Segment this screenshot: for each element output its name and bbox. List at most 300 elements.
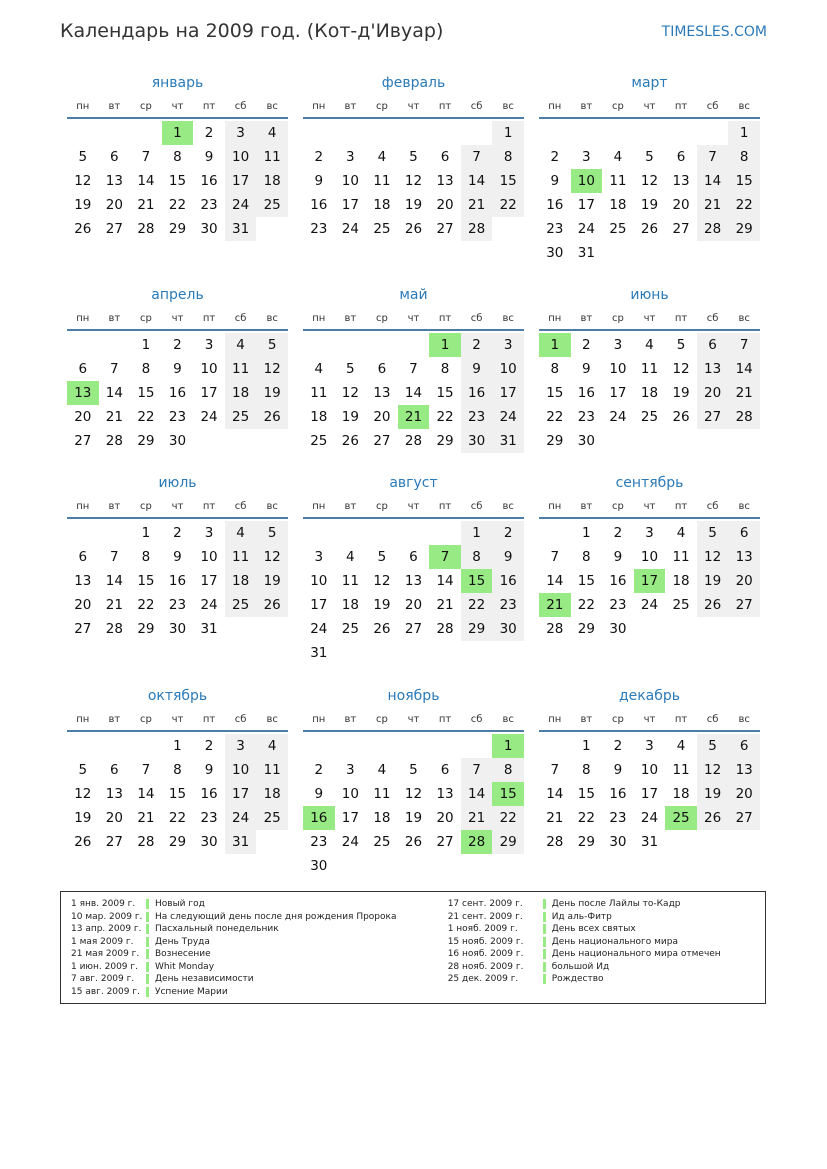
day-cell: 17 (225, 782, 257, 806)
day-cell: 27 (404, 621, 423, 637)
day-cell: 22 (436, 409, 454, 425)
day-cell: 25 (225, 405, 257, 429)
day-grid (303, 121, 524, 241)
day-cell: 27 (74, 433, 92, 449)
holiday-row (448, 923, 755, 936)
weekday-label: пн (548, 501, 562, 512)
holiday-row (448, 948, 755, 961)
day-cell: 25 (609, 221, 627, 237)
day-cell: 19 (373, 597, 391, 613)
day-cell-holiday: 28 (461, 830, 493, 854)
weekday-label: сб (706, 101, 719, 112)
day-cell: 30 (546, 245, 564, 261)
weekday-label: пт (202, 101, 216, 112)
day-cell: 20 (728, 569, 760, 593)
holiday-legend-left (71, 898, 448, 997)
day-cell: 1 (582, 738, 591, 754)
weekday-label: вт (108, 501, 121, 512)
holiday-row (448, 898, 755, 911)
day-cell: 6 (697, 333, 729, 357)
weekday-label: вт (580, 101, 593, 112)
day-cell: 24 (200, 597, 218, 613)
day-cell: 23 (461, 405, 493, 429)
day-empty (303, 734, 335, 758)
day-cell: 31 (225, 830, 257, 854)
day-cell: 11 (373, 173, 391, 189)
weekday-label: вс (738, 313, 750, 324)
day-cell: 12 (74, 786, 92, 802)
day-empty (303, 521, 335, 545)
day-empty (99, 121, 131, 145)
day-cell: 11 (341, 573, 359, 589)
day-cell: 4 (377, 762, 387, 778)
day-cell: 26 (341, 433, 359, 449)
weekday-label: сб (234, 313, 247, 324)
weekday-label: пн (76, 101, 90, 112)
day-cell: 26 (404, 834, 423, 850)
holiday-name: День после Лайлы то-Кадр (551, 899, 681, 909)
day-cell: 1 (582, 525, 591, 541)
day-cell: 25 (310, 433, 328, 449)
day-cell: 23 (609, 810, 627, 826)
day-cell: 22 (461, 593, 493, 617)
day-cell: 18 (310, 409, 328, 425)
weekday-label: вт (344, 101, 357, 112)
holiday-date: 17 сент. 2009 г. (447, 899, 523, 909)
weekday-header (539, 309, 760, 331)
day-cell: 10 (492, 357, 524, 381)
day-cell: 26 (697, 806, 729, 830)
day-grid (539, 333, 760, 453)
day-cell: 14 (546, 786, 564, 802)
day-cell: 6 (440, 762, 450, 778)
day-cell: 5 (697, 521, 729, 545)
day-cell: 5 (346, 361, 355, 377)
day-cell: 16 (577, 385, 595, 401)
day-cell: 7 (550, 762, 560, 778)
day-cell: 11 (672, 762, 690, 778)
weekday-label: пт (202, 714, 216, 725)
day-cell: 17 (492, 381, 524, 405)
day-cell: 13 (105, 173, 123, 189)
weekday-label: вс (266, 313, 278, 324)
day-cell: 21 (105, 409, 123, 425)
day-empty (67, 333, 99, 357)
day-cell: 21 (105, 597, 123, 613)
day-cell: 3 (346, 762, 355, 778)
day-cell: 7 (141, 762, 151, 778)
day-cell: 3 (582, 149, 591, 165)
day-cell: 3 (225, 734, 257, 758)
day-cell: 10 (341, 786, 359, 802)
month-title: февраль (381, 75, 446, 91)
day-cell: 23 (200, 810, 218, 826)
weekday-label: сб (470, 313, 483, 324)
day-cell: 24 (225, 193, 257, 217)
weekday-label: чт (407, 501, 420, 512)
day-grid (67, 734, 288, 854)
day-cell-holiday: 13 (67, 381, 99, 405)
day-cell: 20 (436, 810, 454, 826)
day-cell: 18 (256, 169, 288, 193)
holiday-name: большой Ид (551, 961, 610, 972)
day-cell: 4 (225, 521, 257, 545)
day-cell: 7 (461, 145, 493, 169)
weekday-label: сб (470, 714, 483, 725)
day-cell: 20 (436, 197, 454, 213)
day-cell: 28 (546, 834, 564, 850)
weekday-label: вт (344, 313, 357, 324)
day-cell: 23 (200, 197, 218, 213)
day-cell: 10 (640, 762, 659, 778)
weekday-label: сб (470, 501, 483, 512)
day-grid (67, 121, 288, 241)
day-cell: 24 (225, 806, 257, 830)
day-cell: 29 (137, 621, 155, 637)
day-empty (366, 333, 398, 357)
day-cell-holiday: 15 (492, 782, 524, 806)
weekday-label: ср (611, 313, 624, 324)
day-cell: 9 (613, 762, 623, 778)
day-cell: 22 (137, 409, 155, 425)
weekday-label: пт (202, 501, 216, 512)
day-cell-holiday: 25 (665, 806, 697, 830)
day-cell: 3 (645, 738, 654, 754)
day-cell: 5 (676, 337, 686, 353)
day-cell: 8 (141, 549, 151, 565)
day-cell: 9 (204, 762, 214, 778)
day-cell: 2 (613, 525, 623, 541)
day-cell: 12 (640, 173, 659, 189)
weekday-header (303, 497, 524, 519)
day-cell: 9 (314, 173, 324, 189)
day-empty (539, 521, 571, 545)
day-cell: 16 (546, 197, 564, 213)
weekday-label: пн (548, 101, 562, 112)
day-cell: 13 (728, 545, 760, 569)
day-cell: 20 (105, 197, 123, 213)
weekday-label: чт (643, 501, 656, 512)
day-empty (398, 521, 430, 545)
day-cell: 5 (78, 762, 88, 778)
holiday-row (71, 911, 448, 924)
day-cell: 12 (697, 758, 729, 782)
day-cell: 17 (640, 786, 659, 802)
day-empty (429, 121, 461, 145)
day-cell: 15 (577, 786, 595, 802)
day-empty (602, 121, 634, 145)
day-cell: 24 (609, 409, 627, 425)
weekday-header (67, 97, 288, 119)
weekday-label: чт (643, 313, 656, 324)
day-cell: 18 (672, 573, 690, 589)
day-cell: 4 (346, 549, 355, 565)
day-cell: 23 (609, 597, 627, 613)
weekday-label: пт (438, 714, 452, 725)
day-cell: 25 (225, 593, 257, 617)
day-cell: 9 (204, 149, 214, 165)
day-cell-holiday: 1 (492, 734, 524, 758)
weekday-label: вс (266, 501, 278, 512)
day-cell: 19 (697, 782, 729, 806)
weekday-header (303, 97, 524, 119)
day-cell: 24 (341, 834, 359, 850)
day-cell: 10 (640, 549, 659, 565)
day-cell: 15 (577, 573, 595, 589)
weekday-label: сб (234, 714, 247, 725)
day-cell: 27 (105, 221, 123, 237)
day-cell: 2 (492, 521, 524, 545)
day-cell: 8 (492, 758, 524, 782)
holiday-date: 16 нояб. 2009 г. (447, 949, 524, 959)
weekday-label: пн (548, 313, 562, 324)
day-cell: 25 (256, 193, 288, 217)
day-cell: 5 (377, 549, 387, 565)
day-cell: 26 (74, 834, 92, 850)
day-cell: 13 (373, 385, 391, 401)
weekday-label: пт (202, 313, 216, 324)
day-cell: 2 (461, 333, 493, 357)
day-cell: 27 (105, 834, 123, 850)
weekday-label: вт (580, 501, 593, 512)
day-cell: 5 (256, 333, 288, 357)
day-cell: 22 (546, 409, 564, 425)
weekday-label: сб (234, 101, 247, 112)
day-cell: 17 (200, 573, 218, 589)
day-cell: 20 (105, 810, 123, 826)
day-cell: 20 (404, 597, 423, 613)
day-cell: 19 (404, 810, 423, 826)
day-cell: 30 (168, 621, 187, 637)
day-cell: 10 (225, 145, 257, 169)
weekday-header (303, 309, 524, 331)
holiday-name: День независимости (155, 974, 254, 984)
day-cell: 23 (168, 409, 187, 425)
day-cell: 17 (609, 385, 627, 401)
day-cell: 28 (546, 621, 564, 637)
day-cell: 6 (78, 549, 88, 565)
day-cell: 12 (697, 545, 729, 569)
day-cell: 5 (645, 149, 654, 165)
day-cell: 21 (697, 193, 729, 217)
day-cell: 31 (492, 429, 524, 453)
day-cell: 26 (256, 593, 288, 617)
day-cell-holiday: 7 (429, 545, 461, 569)
day-empty (461, 121, 493, 145)
day-cell: 21 (461, 193, 493, 217)
weekday-label: пт (674, 313, 688, 324)
day-empty (335, 521, 367, 545)
day-cell: 17 (310, 597, 328, 613)
day-cell: 12 (256, 357, 288, 381)
day-cell: 1 (728, 121, 760, 145)
day-cell: 6 (728, 521, 760, 545)
day-cell: 10 (225, 758, 257, 782)
day-cell: 7 (110, 549, 119, 565)
day-empty (335, 734, 367, 758)
day-cell: 9 (492, 545, 524, 569)
day-empty (303, 333, 335, 357)
day-empty (335, 121, 367, 145)
day-cell: 18 (256, 782, 288, 806)
day-cell: 25 (373, 221, 391, 237)
day-cell: 22 (728, 193, 760, 217)
weekday-label: чт (171, 313, 184, 324)
day-cell: 16 (609, 786, 627, 802)
day-cell: 18 (341, 597, 359, 613)
month-block (539, 474, 760, 687)
day-cell: 14 (728, 357, 760, 381)
day-cell: 2 (173, 525, 182, 541)
day-grid (303, 734, 524, 878)
weekday-label: вс (738, 101, 750, 112)
day-cell: 7 (550, 549, 560, 565)
day-cell: 29 (577, 834, 595, 850)
weekday-header (67, 497, 288, 519)
day-cell: 28 (105, 433, 123, 449)
day-empty (335, 333, 367, 357)
day-cell-holiday: 1 (162, 121, 194, 145)
weekday-label: чт (407, 101, 420, 112)
holiday-name: Новый год (155, 899, 205, 909)
holiday-row (71, 923, 448, 936)
month-title: январь (151, 75, 204, 91)
day-cell: 27 (728, 593, 760, 617)
holiday-marker (543, 974, 546, 984)
day-cell: 30 (168, 433, 187, 449)
day-cell: 19 (640, 197, 659, 213)
day-cell: 3 (204, 525, 214, 541)
day-cell: 8 (440, 361, 450, 377)
holiday-row (71, 986, 448, 999)
day-cell: 30 (609, 834, 627, 850)
day-cell: 15 (168, 173, 187, 189)
day-cell: 15 (436, 385, 454, 401)
day-cell: 22 (168, 197, 187, 213)
day-cell: 28 (105, 621, 123, 637)
day-cell: 11 (310, 385, 328, 401)
day-cell: 16 (168, 385, 187, 401)
month-block (539, 286, 760, 474)
day-cell: 7 (141, 149, 151, 165)
day-cell-holiday: 15 (461, 569, 493, 593)
holiday-row (448, 936, 755, 949)
holiday-marker (146, 924, 149, 934)
weekday-label: вт (108, 101, 121, 112)
holiday-name: День всех святых (551, 924, 636, 934)
day-cell: 27 (373, 433, 391, 449)
day-cell: 12 (404, 173, 423, 189)
holiday-date: 1 нояб. 2009 г. (447, 924, 518, 934)
holiday-marker (146, 949, 149, 959)
weekday-label: вт (108, 313, 121, 324)
day-cell: 3 (225, 121, 257, 145)
day-cell: 27 (436, 221, 454, 237)
month-block (303, 74, 524, 286)
day-cell: 6 (728, 734, 760, 758)
day-cell: 19 (256, 569, 288, 593)
site-link[interactable]: TIMESLES.COM (661, 24, 767, 40)
day-cell: 10 (200, 549, 218, 565)
day-cell: 24 (577, 221, 595, 237)
day-cell: 8 (461, 545, 493, 569)
weekday-header (539, 710, 760, 732)
day-cell: 17 (341, 810, 359, 826)
day-cell: 15 (546, 385, 564, 401)
day-cell: 28 (137, 834, 155, 850)
holiday-marker (543, 899, 546, 909)
weekday-label: ср (611, 501, 624, 512)
day-empty (67, 121, 99, 145)
day-cell: 15 (168, 786, 187, 802)
day-cell: 19 (404, 197, 423, 213)
day-cell: 5 (256, 521, 288, 545)
month-title: июнь (630, 287, 669, 303)
day-cell: 5 (78, 149, 88, 165)
day-cell: 16 (609, 573, 627, 589)
day-empty (366, 521, 398, 545)
holiday-date: 7 авг. 2009 г. (71, 974, 135, 984)
weekday-label: вс (502, 714, 514, 725)
day-cell: 12 (404, 786, 423, 802)
day-cell: 19 (256, 381, 288, 405)
day-cell: 17 (225, 169, 257, 193)
day-cell: 18 (225, 381, 257, 405)
day-cell: 22 (577, 597, 595, 613)
day-cell: 24 (310, 621, 328, 637)
day-cell: 20 (74, 597, 92, 613)
day-cell: 6 (676, 149, 686, 165)
weekday-label: пн (312, 714, 326, 725)
day-empty (665, 121, 697, 145)
holiday-name: На следующий день после дня рождения Пророка (155, 911, 397, 922)
day-cell: 12 (373, 573, 391, 589)
day-cell: 7 (461, 758, 493, 782)
day-cell: 16 (461, 381, 493, 405)
holiday-name: Успение Марии (155, 986, 228, 997)
day-cell: 27 (436, 834, 454, 850)
day-cell: 18 (373, 197, 391, 213)
month-block (67, 286, 288, 474)
day-cell: 7 (409, 361, 418, 377)
day-cell: 23 (310, 221, 328, 237)
day-cell: 22 (137, 597, 155, 613)
month-title: сентябрь (615, 475, 684, 491)
day-cell: 15 (137, 573, 155, 589)
day-cell: 9 (173, 361, 182, 377)
day-cell: 28 (461, 217, 493, 241)
weekday-label: ср (611, 101, 624, 112)
holiday-date: 1 мая 2009 г. (71, 936, 134, 947)
day-cell: 7 (697, 145, 729, 169)
day-empty (99, 333, 131, 357)
holiday-date: 10 мар. 2009 г. (71, 911, 143, 922)
holiday-marker (146, 899, 149, 909)
weekday-label: ср (375, 714, 388, 725)
day-cell: 20 (74, 409, 92, 425)
day-cell: 2 (204, 738, 214, 754)
day-cell: 21 (137, 197, 155, 213)
day-cell: 8 (728, 145, 760, 169)
day-cell: 28 (436, 621, 454, 637)
day-cell: 17 (200, 385, 218, 401)
day-cell: 17 (341, 197, 359, 213)
day-cell-holiday: 1 (539, 333, 571, 357)
day-cell: 6 (440, 149, 450, 165)
day-cell: 8 (582, 762, 591, 778)
day-cell: 23 (492, 593, 524, 617)
weekday-label: пт (438, 501, 452, 512)
